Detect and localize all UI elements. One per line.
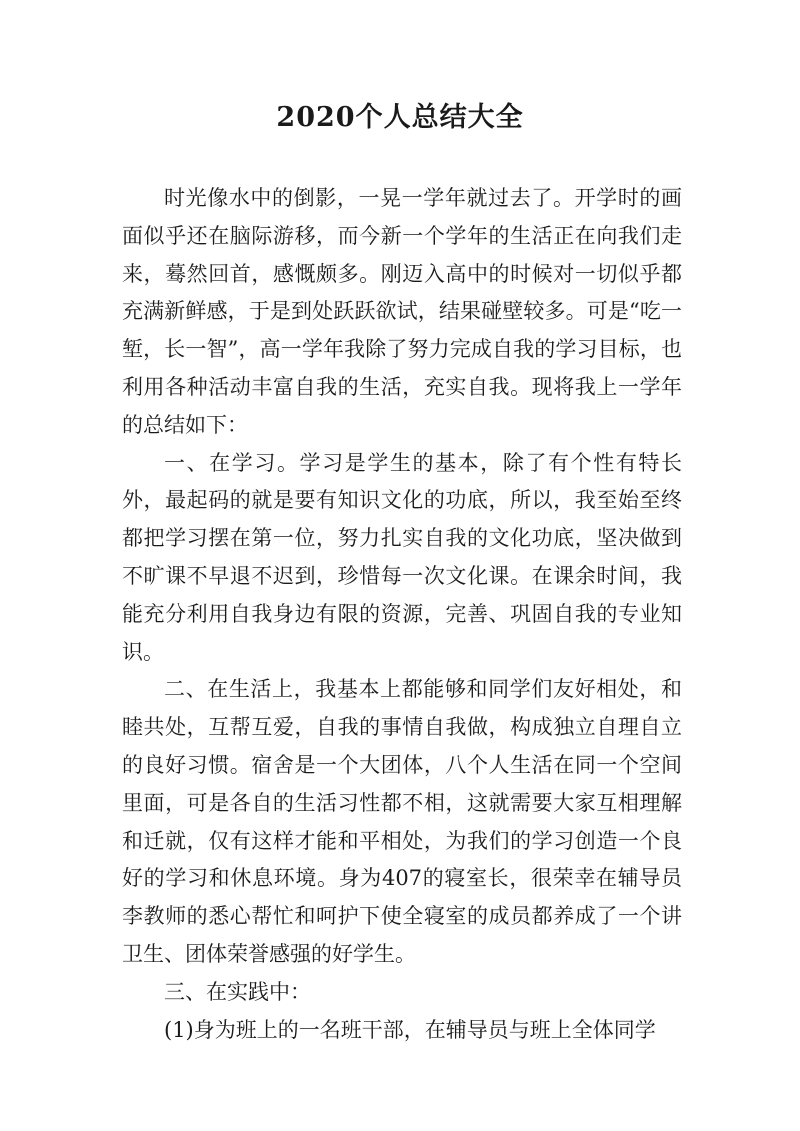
- document-title: 2020个人总结大全: [276, 102, 524, 133]
- paragraph-intro: 时光像水中的倒影，一晃一学年就过去了。开学时的画面似乎还在脑际游移，而今新一个学年的生活正在向我们走来，蓦然回首，感慨颇多。刚迈入高中的时候对一切似乎都充满新鲜感，于是到处跃跃欲试，结果碰壁较多。可是“吃一堑，长一智”，高一学年我除了努力完成自我的学习目标，也利用各种活动丰富自我的生活，充实自我。现将我上一学年的总结如下：: [122, 186, 682, 437]
- paragraph-practice-item-1: (1)身为班上的一名班干部，在辅导员与班上全体同学: [164, 1017, 656, 1042]
- paragraph-life: 二、在生活上，我基本上都能够和同学们友好相处，和睦共处，互帮互爱，自我的事情自我做，构成独立自理自立的良好习惯。宿舍是一个大团体，八个人生活在同一个空间里面，可是各自的生活习性都不相，这就需要大家互相理解和迁就，仅有这样才能和平相处，为我们的学习创造一个良好的学习和休息环境。身为407的寝室长，很荣幸在辅导员李教师的悉心帮忙和呵护下使全寝室的成员都养成了一个讲卫生、团体荣誉感强的好学生。: [122, 677, 682, 966]
- paragraph-practice-heading: 三、在实践中：: [164, 979, 311, 1004]
- paragraph-study: 一、在学习。学习是学生的基本，除了有个性有特长外，最起码的就是要有知识文化的功底，所以，我至始至终都把学习摆在第一位，努力扎实自我的文化功底，坚决做到不旷课不早退不迟到，珍惜每一次文化课。在课余时间，我能充分利用自我身边有限的资源，完善、巩固自我的专业知识。: [122, 450, 682, 664]
- document-body: [122, 180, 682, 1049]
